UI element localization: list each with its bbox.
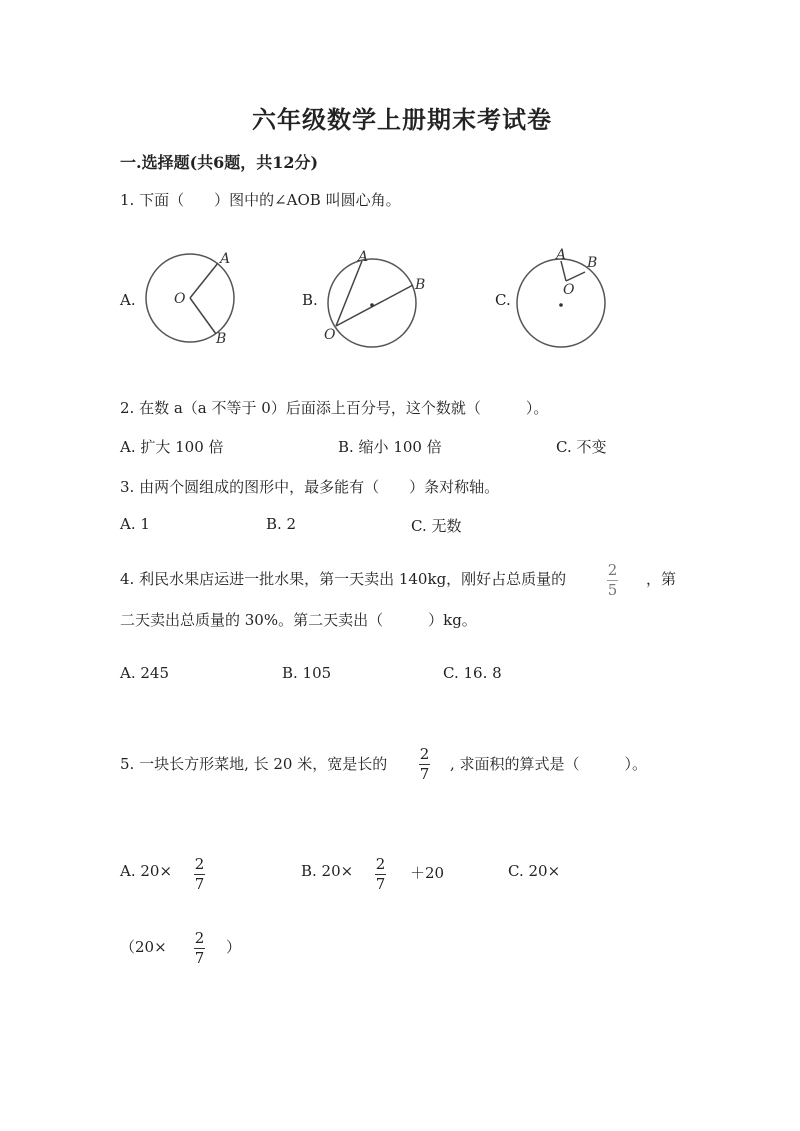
q3-option-c: C. 无数	[411, 517, 462, 535]
q4-option-b: B. 105	[282, 664, 332, 682]
q5a-fraction-denominator: 7	[194, 875, 205, 893]
q4-fraction	[607, 562, 618, 599]
q1-option-a-label: A.	[120, 291, 136, 309]
question-4-text-part1: 4. 利民水果店运进一批水果，第一天卖出 140kg，刚好占总质量的	[120, 570, 567, 588]
q4-option-c: C. 16. 8	[443, 664, 502, 682]
q1c-label-b: B	[587, 255, 598, 271]
question-3-text: 3. 由两个圆组成的图形中，最多能有（ ）条对称轴。	[120, 478, 500, 496]
q1a-label-o: O	[174, 291, 186, 307]
question-4-text-line2: 二天卖出总质量的 30%。第二天卖出（ ）kg。	[120, 611, 477, 629]
q5-option-c: C. 20×	[508, 862, 561, 880]
q1-option-b-label: B.	[302, 291, 318, 309]
q5-fraction-denominator: 7	[419, 765, 430, 783]
q5-option-a: A. 20×	[120, 862, 173, 880]
q5-option-c-line2-open: （20×	[120, 938, 167, 956]
q3-option-a: A. 1	[120, 515, 150, 533]
q5-fraction-numerator: 2	[419, 745, 430, 763]
q2-option-b: B. 缩小 100 倍	[338, 438, 442, 456]
q5-option-b-fraction	[375, 856, 386, 893]
q1-figure-a	[140, 245, 250, 355]
q5-option-b: B. 20×	[301, 862, 354, 880]
q1a-label-a: A	[220, 251, 231, 267]
q5-option-b-tail: ＋20	[410, 864, 445, 882]
q3-option-b: B. 2	[266, 515, 297, 533]
q2-option-c: C. 不变	[556, 438, 607, 456]
q5c-fraction-denominator: 7	[194, 949, 205, 967]
q1-figure-b	[320, 245, 430, 355]
q5-option-a-fraction	[194, 856, 205, 893]
q1-figure-c	[510, 245, 620, 355]
section-heading: 一.选择题(共6题，共12分)	[120, 153, 319, 172]
q4-option-a: A. 245	[120, 664, 169, 682]
q5-option-c-fraction	[194, 930, 205, 967]
q1a-label-b: B	[216, 331, 227, 347]
question-2-text: 2. 在数 a（a 不等于 0）后面添上百分号，这个数就（ ）。	[120, 399, 549, 417]
q5c-fraction-numerator: 2	[194, 929, 205, 947]
page-title: 六年级数学上册期末考试卷	[252, 105, 552, 134]
q4-fraction-denominator: 5	[607, 581, 618, 599]
q1c-label-a: A	[556, 247, 567, 263]
q1b-label-a: A	[358, 249, 369, 265]
question-4-text-part2: ，第	[646, 570, 677, 588]
q4-fraction-numerator: 2	[607, 561, 618, 579]
q1b-label-b: B	[415, 277, 426, 293]
q5b-fraction-numerator: 2	[375, 855, 386, 873]
question-5-text-part2: , 求面积的算式是（ ）。	[450, 755, 648, 773]
q5-fraction	[419, 746, 430, 783]
q5-option-c-line2-close: ）	[226, 938, 242, 956]
q1c-label-o: O	[563, 282, 575, 298]
q5b-fraction-denominator: 7	[375, 875, 386, 893]
q5a-fraction-numerator: 2	[194, 855, 205, 873]
question-1-text: 1. 下面（ ）图中的∠AOB 叫圆心角。	[120, 191, 401, 209]
q1-option-c-label: C.	[495, 291, 511, 309]
q2-option-a: A. 扩大 100 倍	[120, 438, 224, 456]
question-5-text-part1: 5. 一块长方形菜地, 长 20 米，宽是长的	[120, 755, 388, 773]
q1b-label-o: O	[324, 327, 336, 343]
